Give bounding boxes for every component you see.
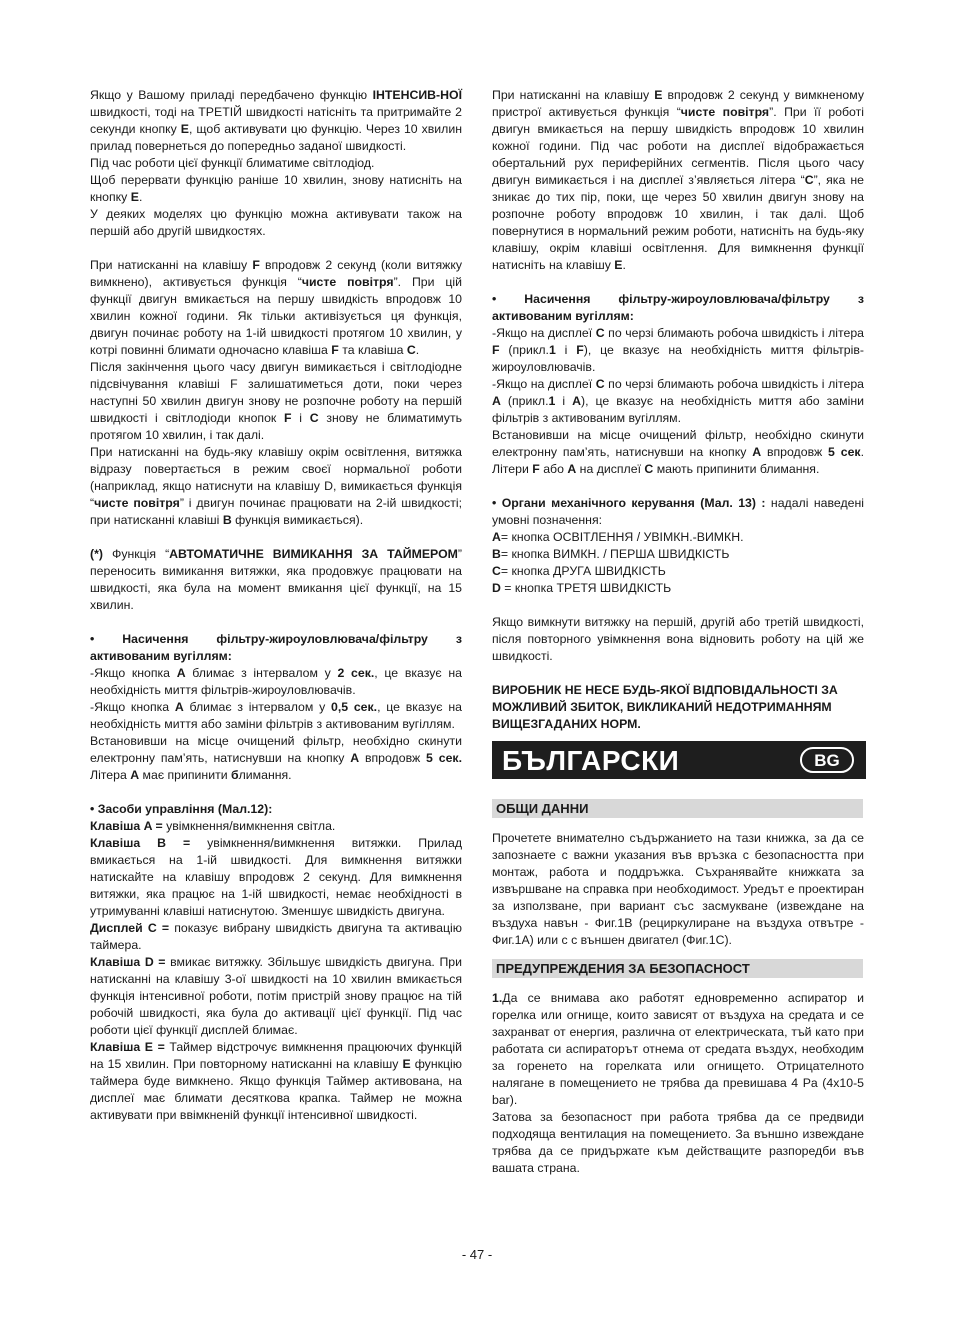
interrupt-function-paragraph: Щоб перервати функцію раніше 10 хвилин, знову натисніть на кнопку E. <box>90 173 462 204</box>
right-column <box>492 87 864 1177</box>
button-c-legend: C= кнопка ДРУГА ШВИДКІСТЬ <box>492 564 666 578</box>
key-b-description: Клавіша B = увімкнення/вимкнення витяжки. Прилад вмикається на 1-ій швидкості. Для вимкнення витяжки натискайте на клавішу впродовж 2 секунд. Для вимкнення витяжки, яка працює на 1-ій швидкості, немає необхідності в утримуванні клавіші натиснутою. Зменшує швидкість двигуна. <box>90 836 462 918</box>
models-note-paragraph: У деяких моделях цю функцію можна активувати також на першій або другій швидкостях. <box>90 207 462 238</box>
led-blink-paragraph: Під час роботи цієї функції блиматиме світлодіод. <box>90 156 375 170</box>
speed-resume-paragraph: Якщо вимкнути витяжку на першій, другій або третій швидкості, після повторного увімкнення вона відновить роботу на цій же швидкості. <box>492 615 864 663</box>
controls-heading: • Засоби управління (Мал.12): <box>90 802 273 816</box>
grease-filter-wash-paragraph: -Якщо кнопка A блимає з інтервалом у 2 сек., це вказує на необхідність миття фільтрів-жироуловлювачів. <box>90 666 462 697</box>
safety-point-1: 1.Да се внимава ако работят едновременно аспиратор и горелка или огнище, които зависят от въздуха на средата и се захранват от енергия, различна от електрическата, тъй като при работата си аспираторът отнема от средата въздух, необходим за горенето на горелката или огнището. Отрицателното налягане в помещението не трябва да превишава 4 Pa (4x10-5 bar). <box>492 991 864 1107</box>
normal-mode-return-paragraph: При натисканні на будь-яку клавішу окрім освітлення, витяжка відразу повертається в режим своєї нормальної роботи (наприклад, якщо натиснути на клавішу D, вимикається функція “чисте повітря” і двигун починає працювати на 2-ій швидкості; при натисканні клавіші B функція вимикається). <box>90 445 462 527</box>
key-a-description: Клавіша A = увімкнення/вимкнення світла. <box>90 819 336 833</box>
button-b-legend: B= кнопка ВИМКН. / ПЕРША ШВИДКІСТЬ <box>492 547 730 561</box>
button-a-legend: A= кнопка ОСВІТЛЕННЯ / УВІМКН.-ВИМКН. <box>492 530 744 544</box>
language-code-badge: BG <box>800 747 854 773</box>
memory-reset-right-paragraph: Встановивши на місце очищений фільтр, необхідно скинути електронну пам’ять, натиснувши на кнопку A впродовж 5 сек. Літери F або A на дисплеї C мають припинити блимання. <box>492 428 864 476</box>
auto-off-timer-paragraph: (*) Функція “АВТОМАТИЧНЕ ВИМИКАННЯ ЗА ТАЙМЕРОМ” переносить вимикання витяжки, яка продовжує працювати на швидкості, яка була на момент вмикання цієї функції, на 15 хвилин. <box>90 547 463 612</box>
display-c-description: Дисплей C = показує вибрану швидкість двигуна та активацію таймера. <box>90 921 462 952</box>
page-number: - 47 - <box>461 1247 493 1262</box>
liability-warning: ВИРОБНИК НЕ НЕСЕ БУДЬ-ЯКОЇ ВІДПОВІДАЛЬНОСТІ ЗА МОЖЛИВИЙ ЗБИТОК, ВИКЛИКАНИЙ НЕДОТРИМАННЯМ ВИЩЕЗГАДАНИХ НОРМ. <box>492 683 838 731</box>
key-e-description: Клавіша E = Таймер відстрочує вимкнення працюючих функцій на 15 хвилин. При повторному натисканні на клавішу E функцію таймера буде вимкнено. Якщо функція Таймер активована, на дисплеї має блимати десяткова крапка. Таймер не можна активувати при ввімкненій функції інтенсивної швидкості. <box>90 1040 462 1122</box>
display-carbon-filter-paragraph: -Якщо на дисплеї C по черзі блимають робоча швидкість і літера A (прикл.1 і A), це вказує на необхідність миття або заміни фільтрів з активованим вугіллям. <box>492 377 864 425</box>
general-data-paragraph: Прочетете внимателно съдържанието на тази книжка, за да се запознаете с важни указания във връзка с безопасността при монтаж, работа и поддръжка. Съхранявайте книжката за извършване на справка при необходимост. Уредът е проектиран за използване, при вариант със засмукване (извеждане на въздуха навън - Фиг.1B (рециркулиране на въздуха отвътре - Фиг.1A) или с с външен двигател (Фиг.1C). <box>492 831 864 947</box>
clean-air-paragraph: При натисканні на клавішу F впродовж 2 секунд (коли витяжку вимкнено), активується функція “чисте повітря”. При цій функції двигун вмикається на першу швидкість впродовж 10 хвилин кожної години. Як тільки активізується ця функція, двигун починає роботу на 1-ій швидкості протягом 10 хвилин, у котрі повинні блимати одночасно клавіша F та клавіша C. <box>90 258 462 357</box>
intensive-function-paragraph: Якщо у Вашому приладі передбачено функцію ІНТЕНСИВ-НОЇ швидкості, тоді на ТРЕТІЙ швидкості натісніть та притримайте 2 секунди кнопку E, щоб активувати цю функцію. Через 10 хвилин прилад повернеться до попередньо заданої швидкості. <box>90 88 462 153</box>
key-d-description: Клавіша D = вмикає витяжку. Збільшує швидкість двигуна. При натисканні на клавішу 3-ої швидкості на 10 хвилин вмикається функція інтенсивної роботи, потім пристрій знову працює на тій робочій швидкості, яка була до активації цієї функції. Під час роботи цієї функції дисплей блимає. <box>90 955 462 1037</box>
button-d-legend: D = кнопка ТРЕТЯ ШВИДКІСТЬ <box>492 581 672 595</box>
clean-air-e-paragraph: При натисканні на клавішу E впродовж 2 секунд у вимкненому пристрої активується функція “чисте повітря”. При її роботі двигун вмикається на першу швидкість впродовж 10 хвилин кожної години. Під час роботи на дисплеї відображається обертальний рух периферійних сегментів. Після цього часу двигун вимикається і на дисплеї з’являється літера “C”, яка не зникає до тих пір, поки, ще через 50 хвилин двигун знову на розпочне роботу впродовж 10 хвилин, і так далі. Щоб повернутися в нормальний режим роботи, натисніть на будь-яку клавішу, окрім клавіші освітлення. Для вимкнення функції натисніть на клавішу E. <box>492 88 864 272</box>
left-column <box>90 87 462 1124</box>
filter-saturation-heading: • Насичення фільтру-жироуловлювача/фільтру з активованим вугіллям: <box>90 632 462 663</box>
ventilation-paragraph: Затова за безопасност при работа трябва да се предвиди подходяща вентилация на помещението. За външно извеждане трябва да се придържате към действащите разпоредби във вашата страна. <box>492 1110 864 1175</box>
mechanical-controls-heading: • Органи механічного керування (Мал. 13) : надалі наведені умовні позначення: <box>492 496 864 527</box>
filter-saturation-heading-right: • Насичення фільтру-жироуловлювача/фільтру з активованим вугіллям: <box>492 292 864 323</box>
safety-warnings-heading: ПРЕДУПРЕЖДЕНИЯ ЗА БЕЗОПАСНОСТ <box>492 959 863 978</box>
language-banner <box>492 741 866 779</box>
display-grease-filter-paragraph: -Якщо на дисплеї C по черзі блимають робоча швидкість і літера F (прикл.1 і F), це вказує на необхідність миття фільтрів-жироуловлювачів. <box>492 326 864 374</box>
language-title: БЪЛГАРСКИ <box>502 744 680 776</box>
clean-air-cycle-paragraph: Після закінчення цього часу двигун вимикається і світлодіодне підсвічування клавіші F залишатиметься доти, поки через наступні 50 хвилин двигун знову не розпочне роботу на першій швидкості і світлодіоди кнопок F і C знову не блиматимуть протягом 10 хвилин, і так далі. <box>90 360 462 442</box>
carbon-filter-paragraph: -Якщо кнопка A блимає з інтервалом у 0,5 сек., це вказує на необхідність миття або заміни фільтрів з активованим вугіллям. <box>90 700 462 731</box>
general-data-heading: ОБЩИ ДАННИ <box>492 799 863 818</box>
memory-reset-paragraph: Встановивши на місце очищений фільтр, необхідно скинути електронну пам’ять, натиснувши на кнопку A впродовж 5 сек. Літера A має припинити блимання. <box>90 734 462 782</box>
